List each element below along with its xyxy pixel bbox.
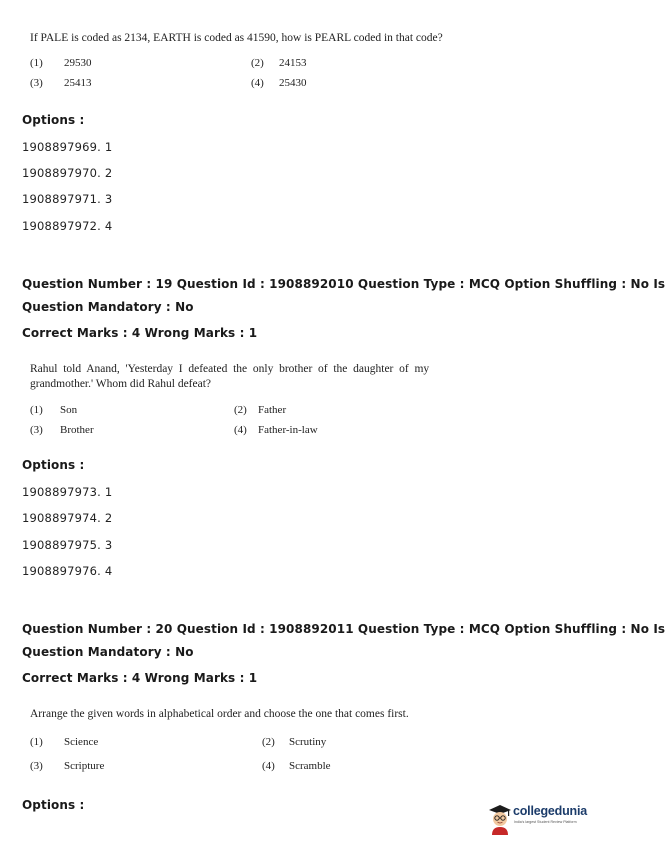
q18-choice-3-num: (3) — [30, 77, 43, 89]
q20-choice-2-value: Scrutiny — [289, 736, 327, 748]
q19-options-label: Options : — [22, 458, 85, 472]
q18-choice-1-value: 29530 — [64, 57, 92, 69]
q19-mandatory: Question Mandatory : No — [22, 300, 194, 314]
q19-choice-1-value: Son — [60, 404, 78, 416]
q20-options-label: Options : — [22, 798, 85, 812]
q18-choice-4-value: 25430 — [279, 77, 307, 89]
q20-choice-4-value: Scramble — [289, 760, 331, 772]
q20-header: Question Number : 20 Question Id : 1908892011 Question Type : MCQ Option Shuffling : No Is — [22, 622, 665, 636]
q19-marks: Correct Marks : 4 Wrong Marks : 1 — [22, 326, 258, 340]
q19-choice-4-num: (4) — [234, 424, 247, 436]
q19-option-id-4: 1908897976. 4 — [22, 564, 113, 578]
q19-choice-4-value: Father-in-law — [258, 424, 318, 436]
q18-option-id-4: 1908897972. 4 — [22, 219, 113, 233]
q18-option-id-3: 1908897971. 3 — [22, 192, 113, 206]
q19-option-id-3: 1908897975. 3 — [22, 538, 113, 552]
question-20-text: Arrange the given words in alphabetical order and choose the one that comes first. — [30, 708, 409, 720]
q20-mandatory: Question Mandatory : No — [22, 645, 194, 659]
question-19-text-line1: Rahul told Anand, 'Yesterday I defeated the only brother of the daughter of my — [30, 363, 430, 375]
q19-option-id-1: 1908897973. 1 — [22, 485, 113, 499]
q20-choice-2-num: (2) — [262, 736, 275, 748]
q19-choice-2-num: (2) — [234, 404, 247, 416]
q18-option-id-1: 1908897969. 1 — [22, 140, 113, 154]
q20-choice-1-num: (1) — [30, 736, 43, 748]
q18-choice-2-value: 24153 — [279, 57, 307, 69]
q18-choice-4-num: (4) — [251, 77, 264, 89]
question-18-text: If PALE is coded as 2134, EARTH is coded as 41590, how is PEARL coded in that code? — [30, 32, 443, 44]
q20-choice-4-num: (4) — [262, 760, 275, 772]
brand-tagline: India's largest Student Review Platform — [514, 820, 577, 824]
q20-choice-3-num: (3) — [30, 760, 43, 772]
q19-choice-3-num: (3) — [30, 424, 43, 436]
q19-choice-3-value: Brother — [60, 424, 94, 436]
q18-choice-3-value: 25413 — [64, 77, 92, 89]
q18-options-label: Options : — [22, 113, 85, 127]
q18-choice-2-num: (2) — [251, 57, 264, 69]
brand-name: collegedunia — [513, 804, 588, 818]
q19-choice-1-num: (1) — [30, 404, 43, 416]
q20-choice-1-value: Science — [64, 736, 99, 748]
q18-option-id-2: 1908897970. 2 — [22, 166, 113, 180]
q19-option-id-2: 1908897974. 2 — [22, 511, 113, 525]
question-19-text-line2: grandmother.' Whom did Rahul defeat? — [30, 378, 212, 390]
q19-choice-2-value: Father — [258, 404, 287, 416]
q19-header: Question Number : 19 Question Id : 1908892010 Question Type : MCQ Option Shuffling : No Is — [22, 277, 665, 291]
q18-choice-1-num: (1) — [30, 57, 43, 69]
collegedunia-watermark — [487, 800, 592, 836]
student-mascot-icon — [487, 802, 513, 836]
q20-marks: Correct Marks : 4 Wrong Marks : 1 — [22, 671, 258, 685]
q20-choice-3-value: Scripture — [64, 760, 105, 772]
